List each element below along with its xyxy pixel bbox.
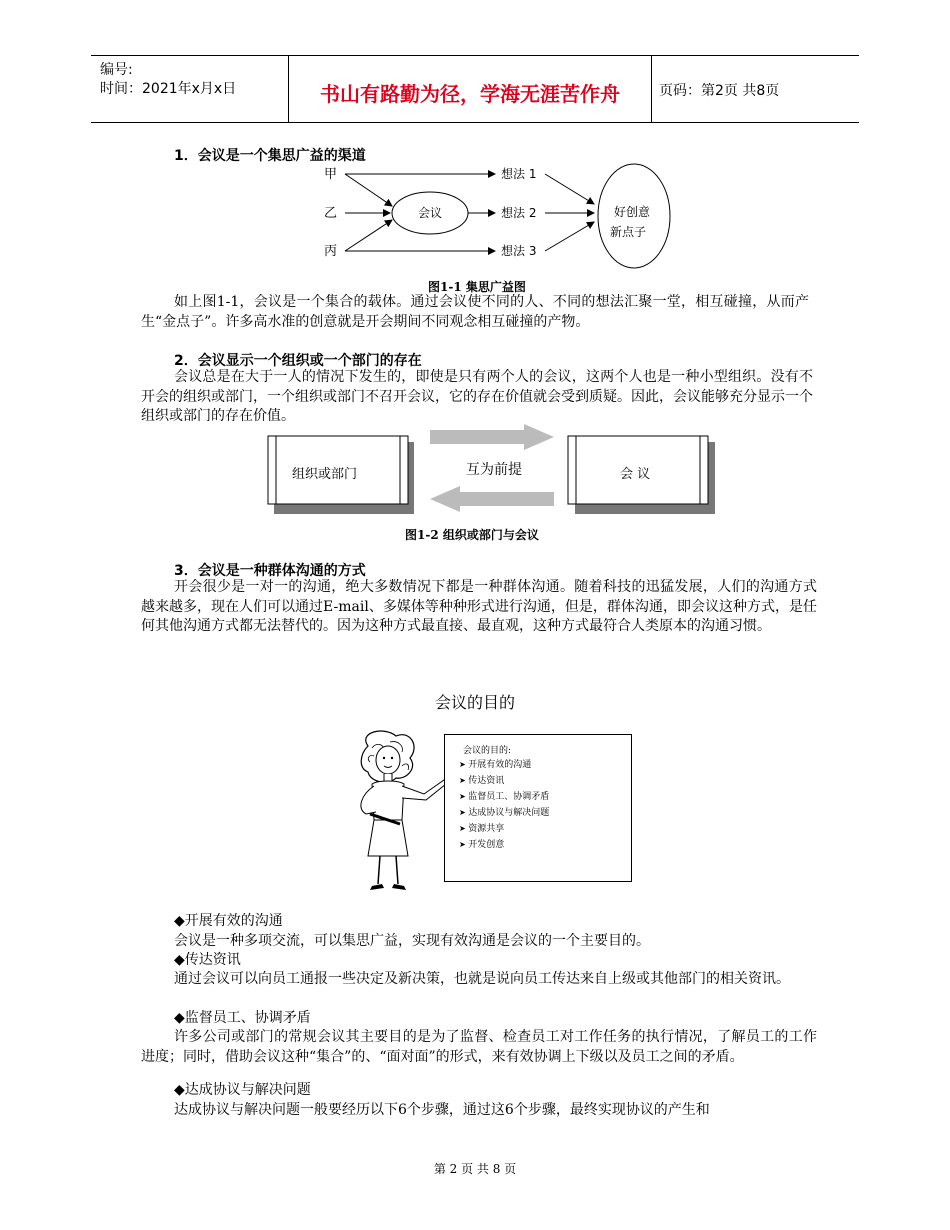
source-yi: 乙: [324, 206, 338, 221]
arrow-bing-meeting: [345, 220, 392, 251]
eye-right: [391, 757, 393, 759]
time-label: 时间：2021年x月x日: [100, 81, 237, 97]
page-header: [91, 55, 859, 123]
slide-title: 会议的目的: [434, 693, 515, 712]
section2-heading: 2．会议显示一个组织或一个部门的存在: [174, 353, 422, 369]
section2-paragraph: 会议总是在大于一人的情况下发生的，即使是只有两个人的会议，这两个人也是一种小型组织。没有不开会的组织或部门，一个组织或部门不召开会议，它的存在价值就会受到质疑。因此，会议能够充分显示一个组织或部门的存在价值。: [141, 369, 813, 424]
shoes: [370, 884, 406, 890]
arrow-left: [430, 486, 554, 512]
face: [376, 746, 400, 774]
legs: [378, 856, 398, 884]
goal-2-title: ◆传达资讯: [174, 952, 241, 968]
page-footer: 第 2 页 共 8 页: [433, 1162, 517, 1176]
board-item: ➤ 开发创意: [459, 837, 549, 853]
pointing-arm: [402, 780, 446, 800]
goal-4-title: ◆达成协议与解决问题: [174, 1082, 311, 1098]
source-bing: 丙: [324, 244, 338, 259]
board-list: [459, 757, 549, 853]
other-arm: [361, 786, 376, 814]
board-item: ➤ 开展有效的沟通: [459, 757, 549, 773]
skirt: [368, 820, 408, 856]
board-item: ➤ 资源共享: [459, 821, 549, 837]
section1-paragraph: 如上图1-1，会议是一个集合的载体。通过会议使不同的人、不同的想法汇聚一堂，相互碰撞，从而产生“金点子”。许多高水准的创意就是开会期间不同观念相互碰撞的产物。: [141, 294, 809, 330]
motto: 书山有路勤为径，学海无涯苦作舟: [320, 82, 620, 106]
eye-left: [383, 757, 385, 759]
goal-3-text: 许多公司或部门的常规会议其主要目的是为了监督、检查员工对工作任务的执行情况，了解员工的工作进度；同时，借助会议这种“集合”的、“面对面”的形式，来有效协调上下级以及员工之间的矛盾。: [141, 1029, 817, 1065]
arrow-idea1-result: [545, 174, 594, 204]
board-item: ➤ 传达资讯: [459, 773, 549, 789]
meeting-label: 会议: [418, 206, 443, 220]
figure-1-1: [300, 162, 700, 272]
presenter-illustration: [340, 728, 452, 894]
result-line1: 好创意: [614, 205, 651, 219]
whiteboard: [444, 734, 632, 882]
arrow-jia-meeting: [345, 174, 392, 206]
section3-heading: 3．会议是一种群体沟通的方式: [174, 563, 366, 579]
board-item: ➤ 监督员工、协调矛盾: [459, 789, 549, 805]
idea-1: 想法 1: [501, 167, 537, 181]
section3-paragraph: 开会很少是一对一的沟通，绝大多数情况下都是一种群体沟通。随着科技的迅猛发展，人们的沟通方式越来越多，现在人们可以通过E-mail、多媒体等种种形式进行沟通，但是，群体沟通，即会议这种方式，是任何其他沟通方式都无法替代的。因为这种方式最直接、最直观，这种方式最符合人类原本的沟通习惯。: [141, 579, 817, 634]
mutual-premise-label: 互为前提: [466, 462, 522, 478]
board-title: 会议的目的:: [463, 746, 512, 756]
goal-2-text: 通过会议可以向员工通报一些决定及新决策，也就是说向员工传达来自上级或其他部门的相关资讯。: [174, 971, 790, 987]
goal-3-title: ◆监督员工、协调矛盾: [174, 1010, 311, 1026]
arrow-idea3-result: [545, 222, 594, 251]
source-jia: 甲: [324, 167, 338, 182]
goal-1-title: ◆开展有效的沟通: [174, 913, 283, 929]
goal-4-text: 达成协议与解决问题一般要经历以下6个步骤，通过这6个步骤，最终实现协议的产生和: [174, 1102, 710, 1118]
board-item: ➤ 达成协议与解决问题: [459, 805, 549, 821]
section1-heading: 1．会议是一个集思广益的渠道: [174, 148, 366, 164]
figure-1-1-caption: 图1-1 集思广益图: [428, 280, 526, 294]
page-label: 页码：第2页 共8页: [659, 83, 780, 99]
org-box-label: 组织或部门: [292, 467, 358, 482]
result-line2: 新点子: [610, 225, 647, 239]
figure-1-2: [262, 424, 722, 516]
idea-3: 想法 3: [501, 244, 537, 258]
torso: [372, 781, 404, 820]
number-label: 编号:: [100, 62, 133, 78]
idea-2: 想法 2: [501, 206, 537, 220]
motto-cell: [288, 56, 652, 122]
figure-1-2-caption: 图1-2 组织或部门与会议: [405, 528, 539, 542]
meeting-box-label: 会 议: [620, 467, 651, 482]
goal-1-text: 会议是一种多项交流，可以集思广益，实现有效沟通是会议的一个主要目的。: [174, 933, 650, 949]
arrow-right: [430, 424, 554, 450]
